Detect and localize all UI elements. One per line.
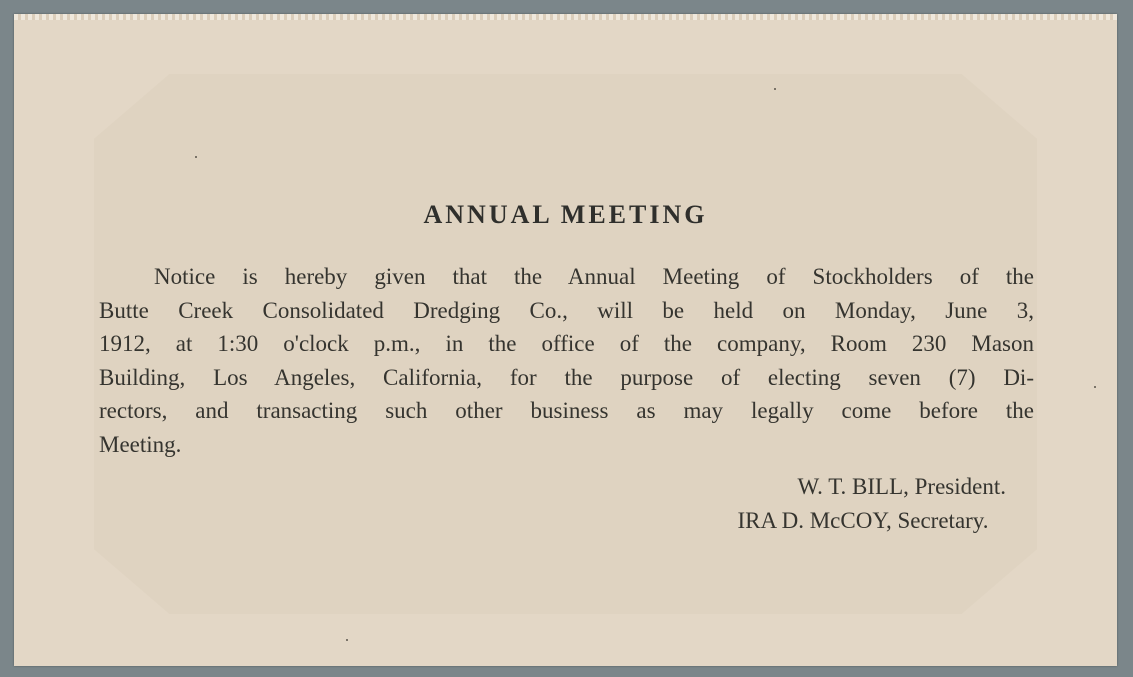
notice-line: Notice is hereby given that the Annual Meeting of Stockholders of the [154, 264, 1034, 289]
signature-block [738, 470, 1006, 538]
perforated-edge [14, 14, 1117, 20]
paper-speck [195, 156, 197, 158]
notice-line: rectors, and transacting such other business as may legally come before the [99, 398, 1034, 424]
paper-speck [1094, 386, 1096, 388]
postcard [14, 14, 1117, 666]
notice-body [99, 260, 1034, 462]
notice-line: Building, Los Angeles, California, for the purpose of electing seven (7) Di- [99, 364, 1034, 390]
paper-speck [346, 639, 348, 641]
notice-line: Butte Creek Consolidated Dredging Co., will be held on Monday, June 3, [99, 297, 1034, 323]
president-signature: W. T. BILL, President. [797, 474, 1006, 499]
paper-speck [774, 88, 776, 90]
notice-line: 1912, at 1:30 o'clock p.m., in the office of the company, Room 230 Mason [99, 331, 1034, 357]
notice-heading: ANNUAL MEETING [423, 200, 708, 229]
notice-line: Meeting. [99, 431, 182, 457]
secretary-signature: IRA D. McCOY, Secretary. [737, 508, 989, 533]
